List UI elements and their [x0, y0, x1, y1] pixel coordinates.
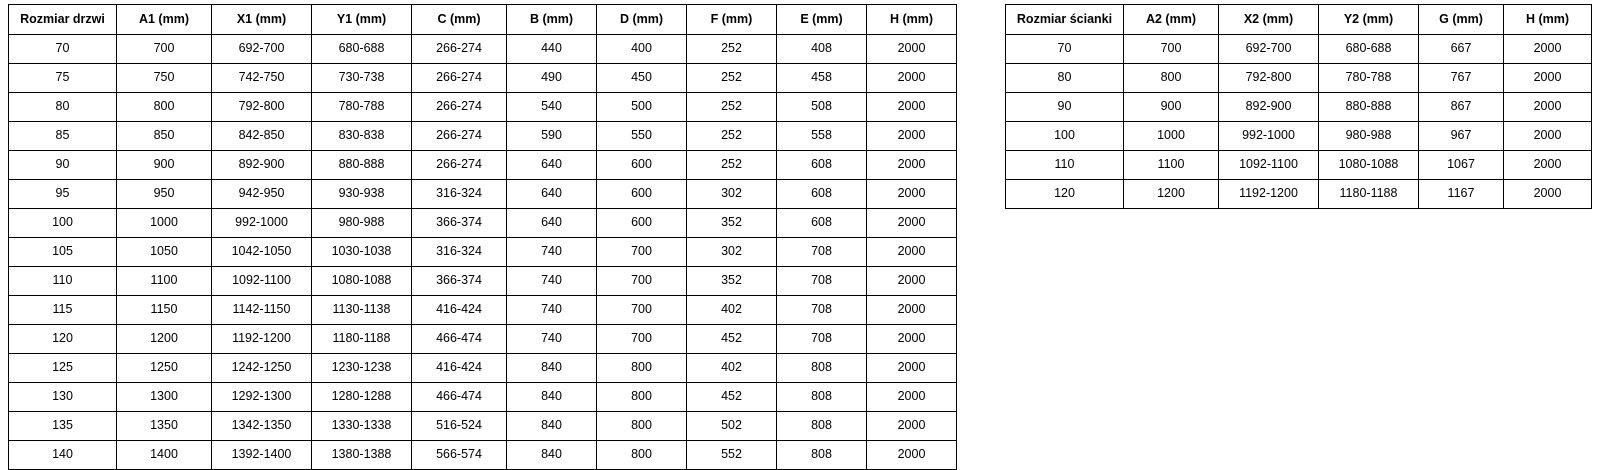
table-cell: 942-950	[212, 180, 312, 209]
table-cell: 1200	[1124, 180, 1219, 209]
table-cell: 667	[1419, 35, 1504, 64]
table-cell: 640	[507, 180, 597, 209]
door_table-column-header: Y1 (mm)	[312, 5, 412, 35]
table-row	[1006, 35, 1592, 64]
table-row	[9, 93, 957, 122]
table-cell: 1142-1150	[212, 296, 312, 325]
table-cell: 1192-1200	[212, 325, 312, 354]
table-cell: 2000	[867, 354, 957, 383]
table-row	[9, 180, 957, 209]
table-cell: 1300	[117, 383, 212, 412]
table-cell: 780-788	[312, 93, 412, 122]
table-cell: 880-888	[312, 151, 412, 180]
table-cell: 892-900	[1219, 93, 1319, 122]
table-row	[1006, 64, 1592, 93]
table-cell: 900	[117, 151, 212, 180]
table-cell: 566-574	[412, 441, 507, 470]
table-cell: 840	[507, 412, 597, 441]
table-cell: 840	[507, 354, 597, 383]
table-cell: 708	[777, 267, 867, 296]
door-size-table	[8, 4, 957, 470]
table-cell: 1080-1088	[312, 267, 412, 296]
table-cell: 1292-1300	[212, 383, 312, 412]
table-cell: 1150	[117, 296, 212, 325]
table-cell: 550	[597, 122, 687, 151]
table-cell: 608	[777, 209, 867, 238]
table-row	[9, 412, 957, 441]
table-cell: 867	[1419, 93, 1504, 122]
table-row	[9, 296, 957, 325]
wall-table-body	[1006, 35, 1592, 209]
table-cell: 600	[597, 151, 687, 180]
table-cell: 600	[597, 180, 687, 209]
table-cell: 1000	[1124, 122, 1219, 151]
table-cell: 1342-1350	[212, 412, 312, 441]
table-cell: 692-700	[212, 35, 312, 64]
wall_table-column-header: H (mm)	[1504, 5, 1592, 35]
table-cell: 800	[117, 93, 212, 122]
table-cell: 700	[597, 238, 687, 267]
table-cell: 540	[507, 93, 597, 122]
table-cell: 992-1000	[1219, 122, 1319, 151]
table-cell: 302	[687, 180, 777, 209]
door_table-column-header: B (mm)	[507, 5, 597, 35]
table-cell: 1250	[117, 354, 212, 383]
table-cell: 110	[1006, 151, 1124, 180]
table-cell: 850	[117, 122, 212, 151]
table-cell: 125	[9, 354, 117, 383]
table-cell: 252	[687, 122, 777, 151]
table-cell: 70	[1006, 35, 1124, 64]
table-cell: 100	[1006, 122, 1124, 151]
table-cell: 1330-1338	[312, 412, 412, 441]
table-cell: 808	[777, 412, 867, 441]
table-cell: 502	[687, 412, 777, 441]
table-cell: 1230-1238	[312, 354, 412, 383]
table-cell: 75	[9, 64, 117, 93]
table-cell: 2000	[1504, 64, 1592, 93]
table-cell: 352	[687, 267, 777, 296]
door_table-column-header: A1 (mm)	[117, 5, 212, 35]
table-cell: 1000	[117, 209, 212, 238]
table-cell: 2000	[1504, 35, 1592, 64]
table-cell: 105	[9, 238, 117, 267]
table-cell: 516-524	[412, 412, 507, 441]
door_table-column-header: F (mm)	[687, 5, 777, 35]
table-cell: 2000	[1504, 93, 1592, 122]
table-cell: 1092-1100	[212, 267, 312, 296]
wall_table-column-header: G (mm)	[1419, 5, 1504, 35]
table-cell: 452	[687, 325, 777, 354]
table-cell: 90	[1006, 93, 1124, 122]
table-cell: 1242-1250	[212, 354, 312, 383]
table-cell: 780-788	[1319, 64, 1419, 93]
table-cell: 552	[687, 441, 777, 470]
table-cell: 266-274	[412, 64, 507, 93]
table-cell: 740	[507, 267, 597, 296]
table-cell: 2000	[867, 209, 957, 238]
table-cell: 2000	[867, 151, 957, 180]
table-cell: 458	[777, 64, 867, 93]
table-cell: 792-800	[212, 93, 312, 122]
table-cell: 252	[687, 93, 777, 122]
table-cell: 1100	[1124, 151, 1219, 180]
wall_table-column-header: A2 (mm)	[1124, 5, 1219, 35]
table-row	[9, 441, 957, 470]
table-cell: 1180-1188	[312, 325, 412, 354]
table-cell: 70	[9, 35, 117, 64]
table-cell: 880-888	[1319, 93, 1419, 122]
table-cell: 967	[1419, 122, 1504, 151]
table-cell: 1067	[1419, 151, 1504, 180]
table-cell: 950	[117, 180, 212, 209]
table-row	[9, 122, 957, 151]
table-cell: 1050	[117, 238, 212, 267]
table-cell: 252	[687, 64, 777, 93]
table-cell: 400	[597, 35, 687, 64]
table-cell: 466-474	[412, 325, 507, 354]
wall_table-column-header: X2 (mm)	[1219, 5, 1319, 35]
wall_table-column-header: Rozmiar ścianki	[1006, 5, 1124, 35]
table-cell: 120	[9, 325, 117, 354]
table-row	[1006, 122, 1592, 151]
table-cell: 830-838	[312, 122, 412, 151]
table-cell: 416-424	[412, 354, 507, 383]
table-cell: 708	[777, 325, 867, 354]
table-cell: 1100	[117, 267, 212, 296]
table-row	[9, 325, 957, 354]
table-cell: 252	[687, 151, 777, 180]
table-cell: 408	[777, 35, 867, 64]
table-cell: 110	[9, 267, 117, 296]
door_table-column-header: Rozmiar drzwi	[9, 5, 117, 35]
table-cell: 2000	[1504, 151, 1592, 180]
door-table-body	[9, 35, 957, 470]
table-cell: 95	[9, 180, 117, 209]
table-cell: 266-274	[412, 122, 507, 151]
table-cell: 416-424	[412, 296, 507, 325]
table-cell: 840	[507, 441, 597, 470]
table-cell: 440	[507, 35, 597, 64]
table-cell: 252	[687, 35, 777, 64]
table-row	[1006, 180, 1592, 209]
table-cell: 402	[687, 354, 777, 383]
table-cell: 366-374	[412, 209, 507, 238]
table-cell: 708	[777, 296, 867, 325]
table-cell: 600	[597, 209, 687, 238]
table-cell: 2000	[1504, 122, 1592, 151]
table-cell: 700	[597, 296, 687, 325]
door_table-column-header: C (mm)	[412, 5, 507, 35]
table-cell: 100	[9, 209, 117, 238]
table-cell: 800	[597, 441, 687, 470]
table-cell: 767	[1419, 64, 1504, 93]
table-row	[9, 383, 957, 412]
table-cell: 558	[777, 122, 867, 151]
table-cell: 2000	[867, 383, 957, 412]
table-cell: 2000	[867, 122, 957, 151]
table-cell: 1042-1050	[212, 238, 312, 267]
table-cell: 740	[507, 325, 597, 354]
table-cell: 800	[597, 354, 687, 383]
table-cell: 2000	[867, 180, 957, 209]
table-cell: 730-738	[312, 64, 412, 93]
table-cell: 980-988	[312, 209, 412, 238]
table-cell: 80	[9, 93, 117, 122]
table-row	[9, 209, 957, 238]
table-cell: 808	[777, 383, 867, 412]
table-cell: 90	[9, 151, 117, 180]
table-cell: 316-324	[412, 180, 507, 209]
table-cell: 452	[687, 383, 777, 412]
table-cell: 750	[117, 64, 212, 93]
table-cell: 500	[597, 93, 687, 122]
table-cell: 1380-1388	[312, 441, 412, 470]
table-cell: 266-274	[412, 35, 507, 64]
table-row	[1006, 93, 1592, 122]
table-row	[9, 238, 957, 267]
table-cell: 2000	[867, 296, 957, 325]
table-cell: 1167	[1419, 180, 1504, 209]
table-cell: 1400	[117, 441, 212, 470]
table-cell: 120	[1006, 180, 1124, 209]
table-cell: 366-374	[412, 267, 507, 296]
table-cell: 302	[687, 238, 777, 267]
wall_table-column-header: Y2 (mm)	[1319, 5, 1419, 35]
table-cell: 792-800	[1219, 64, 1319, 93]
table-cell: 840	[507, 383, 597, 412]
table-cell: 700	[117, 35, 212, 64]
table-cell: 740	[507, 238, 597, 267]
table-cell: 266-274	[412, 93, 507, 122]
table-cell: 140	[9, 441, 117, 470]
table-cell: 980-988	[1319, 122, 1419, 151]
door_table-column-header: E (mm)	[777, 5, 867, 35]
table-cell: 740	[507, 296, 597, 325]
table-cell: 892-900	[212, 151, 312, 180]
table-cell: 1192-1200	[1219, 180, 1319, 209]
table-cell: 1080-1088	[1319, 151, 1419, 180]
wall-size-table-container	[1005, 4, 1592, 209]
table-cell: 2000	[867, 267, 957, 296]
table-cell: 135	[9, 412, 117, 441]
table-cell: 266-274	[412, 151, 507, 180]
table-cell: 130	[9, 383, 117, 412]
table-cell: 2000	[867, 441, 957, 470]
table-cell: 1350	[117, 412, 212, 441]
table-cell: 590	[507, 122, 597, 151]
table-cell: 1030-1038	[312, 238, 412, 267]
table-cell: 900	[1124, 93, 1219, 122]
table-cell: 115	[9, 296, 117, 325]
table-cell: 700	[1124, 35, 1219, 64]
table-cell: 842-850	[212, 122, 312, 151]
table-cell: 930-938	[312, 180, 412, 209]
table-cell: 800	[1124, 64, 1219, 93]
table-cell: 450	[597, 64, 687, 93]
table-cell: 402	[687, 296, 777, 325]
table-cell: 1392-1400	[212, 441, 312, 470]
table-row	[1006, 151, 1592, 180]
door_table-column-header: D (mm)	[597, 5, 687, 35]
table-cell: 2000	[867, 238, 957, 267]
table-cell: 708	[777, 238, 867, 267]
table-cell: 2000	[867, 35, 957, 64]
table-cell: 85	[9, 122, 117, 151]
table-cell: 490	[507, 64, 597, 93]
table-cell: 800	[597, 383, 687, 412]
table-cell: 808	[777, 441, 867, 470]
table-cell: 680-688	[312, 35, 412, 64]
table-cell: 80	[1006, 64, 1124, 93]
door_table-column-header: X1 (mm)	[212, 5, 312, 35]
table-cell: 2000	[867, 325, 957, 354]
door-size-table-container	[8, 4, 957, 470]
table-cell: 808	[777, 354, 867, 383]
table-cell: 700	[597, 325, 687, 354]
table-cell: 640	[507, 151, 597, 180]
table-cell: 692-700	[1219, 35, 1319, 64]
table-row	[9, 64, 957, 93]
table-cell: 1092-1100	[1219, 151, 1319, 180]
table-cell: 1130-1138	[312, 296, 412, 325]
table-row	[9, 151, 957, 180]
table-cell: 2000	[867, 412, 957, 441]
table-cell: 800	[597, 412, 687, 441]
table-cell: 680-688	[1319, 35, 1419, 64]
table-cell: 742-750	[212, 64, 312, 93]
table-cell: 700	[597, 267, 687, 296]
table-row	[9, 354, 957, 383]
table-cell: 508	[777, 93, 867, 122]
table-cell: 2000	[867, 64, 957, 93]
table-cell: 352	[687, 209, 777, 238]
wall-size-table	[1005, 4, 1592, 209]
table-cell: 1180-1188	[1319, 180, 1419, 209]
table-cell: 640	[507, 209, 597, 238]
table-header-row	[9, 5, 957, 35]
table-cell: 2000	[1504, 180, 1592, 209]
table-row	[9, 267, 957, 296]
table-row	[9, 35, 957, 64]
table-cell: 992-1000	[212, 209, 312, 238]
table-cell: 2000	[867, 93, 957, 122]
table-cell: 1200	[117, 325, 212, 354]
table-cell: 466-474	[412, 383, 507, 412]
table-cell: 316-324	[412, 238, 507, 267]
door_table-column-header: H (mm)	[867, 5, 957, 35]
table-cell: 1280-1288	[312, 383, 412, 412]
table-cell: 608	[777, 151, 867, 180]
table-header-row	[1006, 5, 1592, 35]
table-cell: 608	[777, 180, 867, 209]
